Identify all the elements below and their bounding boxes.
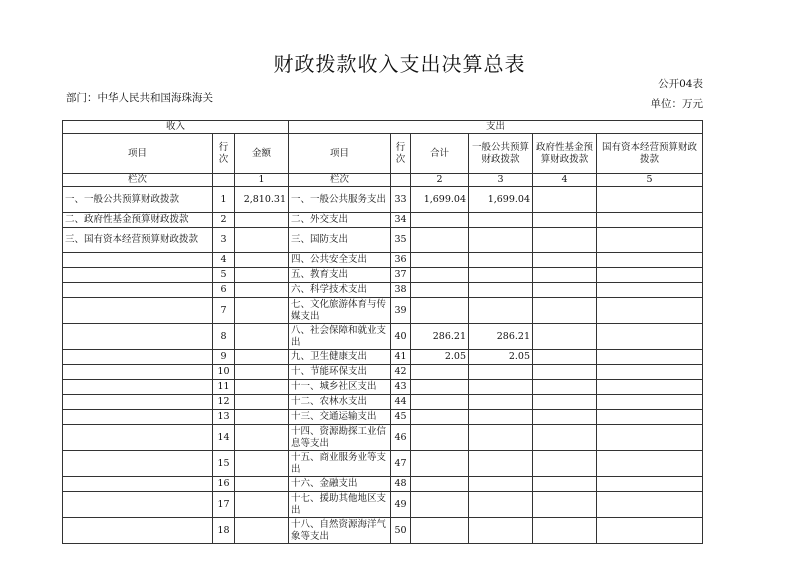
general-budget-cell [469, 365, 533, 380]
soe-budget-cell [597, 477, 703, 492]
general-budget-cell [469, 228, 533, 253]
table-row [63, 298, 703, 324]
income-row-header: 行次 [213, 134, 235, 174]
income-amount-cell [235, 228, 289, 253]
finance-table [62, 120, 703, 544]
income-amount-cell [235, 477, 289, 492]
report-title: 财政拨款收入支出决算总表 [273, 52, 526, 76]
expense-item-cell: 十三、交通运输支出 [289, 410, 391, 425]
fund-budget-cell [533, 477, 597, 492]
expense-item-cell: 五、教育支出 [289, 268, 391, 283]
lanci-3: 3 [469, 174, 533, 187]
general-budget-cell: 1,699.04 [469, 187, 533, 213]
table-row [63, 410, 703, 425]
income-item-cell [63, 350, 213, 365]
table-row [63, 253, 703, 268]
income-row-cell: 2 [213, 213, 235, 228]
table-row [63, 451, 703, 477]
expense-item-cell: 十二、农林水支出 [289, 395, 391, 410]
general-budget-header: 一般公共预算财政拨款 [469, 134, 533, 174]
fund-budget-cell [533, 187, 597, 213]
expense-item-cell: 十、节能环保支出 [289, 365, 391, 380]
income-amount-cell [235, 451, 289, 477]
soe-budget-cell [597, 253, 703, 268]
income-item-cell [63, 410, 213, 425]
income-row-cell: 13 [213, 410, 235, 425]
expense-item-cell: 四、公共安全支出 [289, 253, 391, 268]
expense-item-cell: 七、文化旅游体育与传媒支出 [289, 298, 391, 324]
income-row-cell: 1 [213, 187, 235, 213]
total-cell [411, 365, 469, 380]
income-amount-cell [235, 268, 289, 283]
expense-row-cell: 39 [391, 298, 411, 324]
income-lanci-label: 栏次 [63, 174, 213, 187]
income-amount-cell [235, 253, 289, 268]
total-cell: 1,699.04 [411, 187, 469, 213]
expense-item-cell: 三、国防支出 [289, 228, 391, 253]
income-row-cell: 18 [213, 518, 235, 544]
income-item-cell [63, 253, 213, 268]
soe-budget-cell [597, 365, 703, 380]
expense-item-header: 项目 [289, 134, 391, 174]
fund-budget-cell [533, 365, 597, 380]
fund-budget-cell [533, 253, 597, 268]
fund-budget-cell [533, 492, 597, 518]
expense-item-cell: 十七、援助其他地区支出 [289, 492, 391, 518]
income-row-cell: 15 [213, 451, 235, 477]
general-budget-cell [469, 410, 533, 425]
soe-budget-cell [597, 187, 703, 213]
income-row-cell: 9 [213, 350, 235, 365]
income-row-cell: 12 [213, 395, 235, 410]
expense-item-cell: 六、科学技术支出 [289, 283, 391, 298]
table-body [63, 187, 703, 544]
expense-row-cell: 40 [391, 324, 411, 350]
income-item-cell [63, 395, 213, 410]
income-amount-cell [235, 283, 289, 298]
table-row [63, 365, 703, 380]
income-amount-cell [235, 492, 289, 518]
income-lanci-row [213, 174, 235, 187]
general-budget-cell: 2.05 [469, 350, 533, 365]
total-cell [411, 518, 469, 544]
expense-row-cell: 38 [391, 283, 411, 298]
income-item-cell [63, 268, 213, 283]
expense-lanci-label: 栏次 [289, 174, 391, 187]
income-amount-cell [235, 380, 289, 395]
fund-budget-cell [533, 451, 597, 477]
total-cell: 2.05 [411, 350, 469, 365]
income-row-cell: 6 [213, 283, 235, 298]
fund-budget-cell [533, 324, 597, 350]
fund-budget-cell [533, 410, 597, 425]
fund-budget-cell [533, 298, 597, 324]
table-row [63, 350, 703, 365]
fund-budget-cell [533, 350, 597, 365]
table-row [63, 380, 703, 395]
soe-budget-cell [597, 451, 703, 477]
soe-budget-cell [597, 395, 703, 410]
table-row [63, 228, 703, 253]
general-budget-cell: 286.21 [469, 324, 533, 350]
income-row-cell: 7 [213, 298, 235, 324]
general-budget-cell [469, 298, 533, 324]
expense-row-cell: 47 [391, 451, 411, 477]
income-row-cell: 11 [213, 380, 235, 395]
total-cell [411, 283, 469, 298]
expense-row-cell: 42 [391, 365, 411, 380]
income-row-cell: 8 [213, 324, 235, 350]
expense-item-cell: 十一、城乡社区支出 [289, 380, 391, 395]
expense-item-cell: 九、卫生健康支出 [289, 350, 391, 365]
lanci-4: 4 [533, 174, 597, 187]
fund-budget-cell [533, 518, 597, 544]
income-item-cell [63, 283, 213, 298]
general-budget-cell [469, 253, 533, 268]
expense-row-cell: 43 [391, 380, 411, 395]
total-cell [411, 298, 469, 324]
soe-budget-cell [597, 228, 703, 253]
fund-budget-cell [533, 283, 597, 298]
expense-row-header: 行次 [391, 134, 411, 174]
lanci-1: 1 [235, 174, 289, 187]
table-row [63, 268, 703, 283]
table-row [63, 213, 703, 228]
expense-row-cell: 49 [391, 492, 411, 518]
income-amount-cell [235, 213, 289, 228]
income-amount-cell [235, 365, 289, 380]
soe-budget-cell [597, 268, 703, 283]
fund-budget-cell [533, 395, 597, 410]
income-row-cell: 4 [213, 253, 235, 268]
total-cell [411, 477, 469, 492]
general-budget-cell [469, 477, 533, 492]
general-budget-cell [469, 518, 533, 544]
income-amount-cell: 2,810.31 [235, 187, 289, 213]
income-item-cell [63, 365, 213, 380]
income-amount-cell [235, 410, 289, 425]
table-row [63, 425, 703, 451]
income-row-cell: 16 [213, 477, 235, 492]
expense-row-cell: 33 [391, 187, 411, 213]
income-amount-cell [235, 350, 289, 365]
fund-budget-cell [533, 425, 597, 451]
expense-row-cell: 50 [391, 518, 411, 544]
expense-row-cell: 46 [391, 425, 411, 451]
table-row [63, 492, 703, 518]
soe-budget-cell [597, 283, 703, 298]
income-item-cell [63, 380, 213, 395]
total-header: 合计 [411, 134, 469, 174]
expense-row-cell: 37 [391, 268, 411, 283]
table-row [63, 187, 703, 213]
expense-row-cell: 48 [391, 477, 411, 492]
income-item-cell: 三、国有资本经营预算财政拨款 [63, 228, 213, 253]
soe-budget-cell [597, 410, 703, 425]
income-amount-cell [235, 395, 289, 410]
expense-item-cell: 八、社会保障和就业支出 [289, 324, 391, 350]
expense-item-cell: 一、一般公共服务支出 [289, 187, 391, 213]
total-cell [411, 253, 469, 268]
soe-budget-cell [597, 518, 703, 544]
table-row [63, 324, 703, 350]
expense-group-header: 支出 [289, 121, 703, 134]
total-cell [411, 425, 469, 451]
expense-row-cell: 44 [391, 395, 411, 410]
income-row-cell: 10 [213, 365, 235, 380]
unit-label: 单位：万元 [650, 98, 703, 110]
income-item-cell [63, 477, 213, 492]
soe-budget-cell [597, 492, 703, 518]
expense-row-cell: 35 [391, 228, 411, 253]
expense-item-cell: 二、外交支出 [289, 213, 391, 228]
expense-item-cell: 十五、商业服务业等支出 [289, 451, 391, 477]
income-amount-cell [235, 518, 289, 544]
general-budget-cell [469, 425, 533, 451]
income-row-cell: 14 [213, 425, 235, 451]
income-item-cell: 二、政府性基金预算财政拨款 [63, 213, 213, 228]
expense-row-cell: 41 [391, 350, 411, 365]
lanci-2: 2 [411, 174, 469, 187]
table-row [63, 283, 703, 298]
income-row-cell: 17 [213, 492, 235, 518]
income-amount-header: 金额 [235, 134, 289, 174]
total-cell: 286.21 [411, 324, 469, 350]
table-row [63, 518, 703, 544]
total-cell [411, 268, 469, 283]
fund-budget-cell [533, 380, 597, 395]
income-item-cell [63, 518, 213, 544]
total-cell [411, 492, 469, 518]
soe-budget-cell [597, 350, 703, 365]
table-row [63, 477, 703, 492]
soe-budget-cell [597, 298, 703, 324]
total-cell [411, 451, 469, 477]
expense-item-cell: 十八、自然资源海洋气象等支出 [289, 518, 391, 544]
total-cell [411, 380, 469, 395]
income-row-cell: 5 [213, 268, 235, 283]
expense-lanci-row [391, 174, 411, 187]
general-budget-cell [469, 268, 533, 283]
expense-item-cell: 十六、金融支出 [289, 477, 391, 492]
income-item-cell: 一、一般公共预算财政拨款 [63, 187, 213, 213]
expense-row-cell: 45 [391, 410, 411, 425]
income-amount-cell [235, 298, 289, 324]
expense-row-cell: 36 [391, 253, 411, 268]
soe-budget-header: 国有资本经营预算财政拨款 [597, 134, 703, 174]
total-cell [411, 228, 469, 253]
income-item-cell [63, 451, 213, 477]
income-amount-cell [235, 425, 289, 451]
fund-budget-header: 政府性基金预算财政拨款 [533, 134, 597, 174]
income-group-header: 收入 [63, 121, 289, 134]
income-item-cell [63, 425, 213, 451]
fund-budget-cell [533, 268, 597, 283]
income-amount-cell [235, 324, 289, 350]
general-budget-cell [469, 451, 533, 477]
form-number: 公开04表 [658, 78, 703, 90]
total-cell [411, 213, 469, 228]
table-row [63, 395, 703, 410]
income-item-header: 项目 [63, 134, 213, 174]
general-budget-cell [469, 213, 533, 228]
department-label: 部门：中华人民共和国海珠海关 [66, 92, 213, 104]
soe-budget-cell [597, 380, 703, 395]
soe-budget-cell [597, 213, 703, 228]
income-item-cell [63, 324, 213, 350]
income-item-cell [63, 492, 213, 518]
general-budget-cell [469, 380, 533, 395]
soe-budget-cell [597, 425, 703, 451]
general-budget-cell [469, 283, 533, 298]
lanci-5: 5 [597, 174, 703, 187]
general-budget-cell [469, 492, 533, 518]
income-item-cell [63, 298, 213, 324]
total-cell [411, 395, 469, 410]
expense-row-cell: 34 [391, 213, 411, 228]
fund-budget-cell [533, 228, 597, 253]
total-cell [411, 410, 469, 425]
general-budget-cell [469, 395, 533, 410]
income-row-cell: 3 [213, 228, 235, 253]
expense-item-cell: 十四、资源勘探工业信息等支出 [289, 425, 391, 451]
soe-budget-cell [597, 324, 703, 350]
fund-budget-cell [533, 213, 597, 228]
